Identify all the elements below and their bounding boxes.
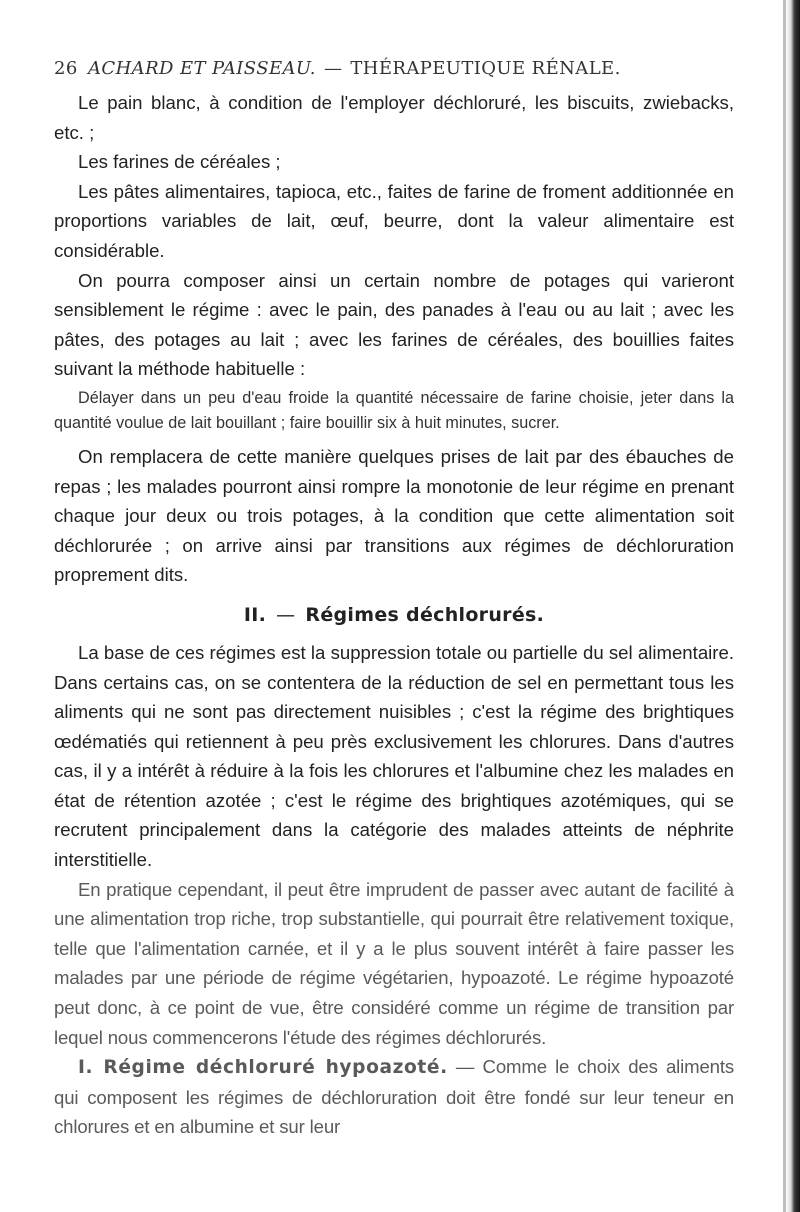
paragraph-meals: On remplacera de cette manière quelques prises de lait par des ébauches de repas ; les malades pourront ainsi rompre la monotonie de leur régime en prenant chaque jour deux ou trois potages, à la condition que cette alimentation soit déchlorurée ; on arrive ainsi par transitions aux régimes de déchloruration proprement dits. xyxy=(54,445,734,586)
paragraph-bread: Le pain blanc, à condition de l'employer déchloruré, les biscuits, zwiebacks, etc. ; xyxy=(54,92,734,143)
book-page xyxy=(54,58,734,1142)
section-heading xyxy=(54,604,734,626)
paragraph-practice: En pratique cependant, il peut être imprudent de passer avec autant de facilité à une alimentation trop riche, trop substantielle, qui pourrait être relativement toxique, telle que l'alimentation carnée, et il y a le plus souvent intérêt à faire passer les malades par une période de régime végétarien, hypoazoté. Le régime hypoazoté peut donc, à ce point de vue, être considéré comme un régime de transition par lequel nous commencerons l'étude des régimes déchlorurés. xyxy=(54,878,734,1048)
subsection-text: — Comme le choix des aliments qui composent les régimes de déchloruration doit être fondé sur leur teneur en chlorures et en albumine et sur leur xyxy=(54,1056,734,1138)
page-number: 26 xyxy=(54,58,78,79)
section-title: Régimes déchlorurés. xyxy=(305,603,545,626)
running-header xyxy=(54,58,734,86)
header-separator: — xyxy=(323,58,343,79)
paragraph-subsection xyxy=(54,1052,734,1142)
header-authors: ACHARD ET PAISSEAU. xyxy=(88,58,316,79)
section-dash: — xyxy=(276,603,296,626)
recipe-note: Délayer dans un peu d'eau froide la quantité nécessaire de farine choisie, jeter dans la quantité voulue de lait bouillant ; faire bouillir six à huit minutes, sucrer. xyxy=(54,388,734,432)
paragraph-flours: Les farines de céréales ; xyxy=(78,151,281,173)
page-edge xyxy=(786,0,800,1212)
header-title: THÉRAPEUTIQUE RÉNALE. xyxy=(350,58,621,79)
paragraph-pasta: Les pâtes alimentaires, tapioca, etc., faites de farine de froment additionnée en proportions variables de lait, œuf, beurre, dont la valeur alimentaire est considérable. xyxy=(54,180,734,261)
paragraph-regimes-base: La base de ces régimes est la suppression totale ou partielle du sel alimentaire. Dans certains cas, on se contentera de la réduction de sel en permettant tous les aliments qui ne sont pas directement nuisibles ; c'est la régime des brightiques œdématiés qui retiennent à peu près exclusivement les chlorures. Dans d'autres cas, il y a intérêt à réduire à la fois les chlorures et l'albumine chez les malades en état de rétention azotée ; c'est le régime des brightiques azotémiques, qui se recrutent principalement dans la catégorie des malades atteints de néphrite interstitielle. xyxy=(54,641,734,871)
paragraph-soups: On pourra composer ainsi un certain nombre de potages qui varieront sensiblement le régime : avec le pain, des panades à l'eau ou au lait ; avec les pâtes, des potages au lait ; avec les farines de céréales, des bouillies faites suivant la méthode habituelle : xyxy=(54,269,734,380)
subsection-label: I. Régime déchloruré hypoazoté. xyxy=(78,1057,448,1079)
section-number: II. xyxy=(243,603,267,626)
